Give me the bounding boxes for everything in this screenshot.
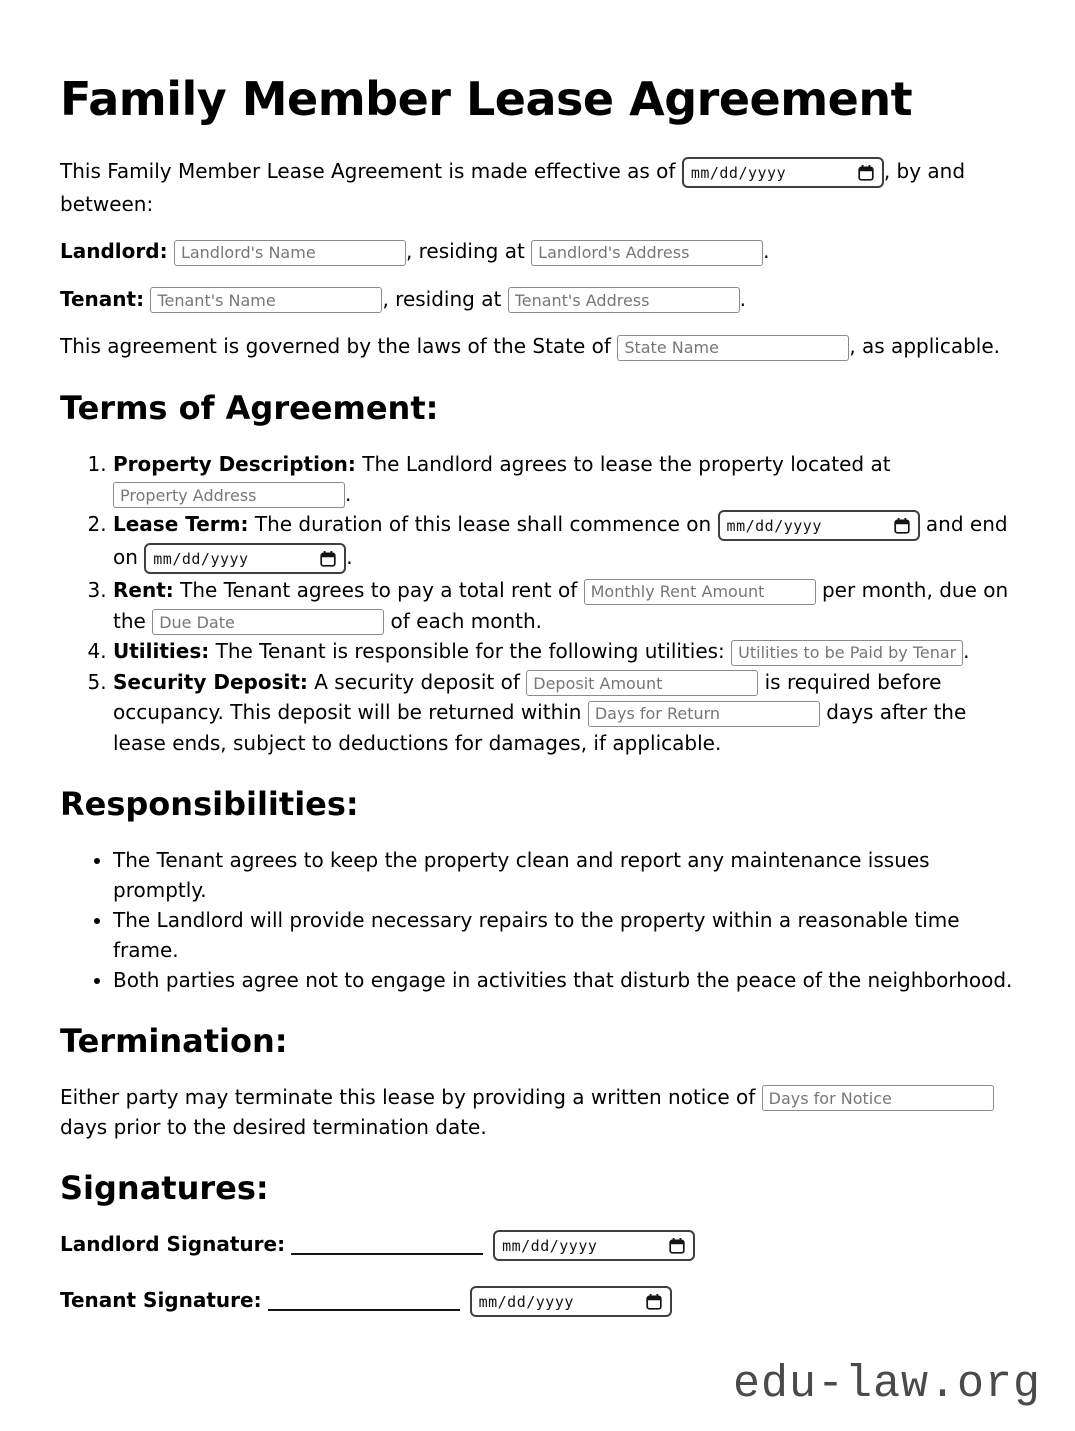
tenant-signature-line (268, 1309, 460, 1311)
term-label: Security Deposit: (113, 669, 308, 694)
landlord-middle-text: , residing at (405, 239, 525, 263)
date-placeholder-text: mm/dd/yyyy (478, 1292, 574, 1311)
due-date-input[interactable] (152, 609, 384, 635)
state-name-input[interactable] (617, 335, 849, 361)
landlord-label: Landlord: (60, 239, 168, 263)
termination-paragraph (60, 1082, 1015, 1143)
intro-text-after: , by and between: (60, 159, 966, 216)
responsibilities-list (60, 845, 1015, 995)
list-item: • The Landlord will provide necessary repairs to the property within a reasonable time frame. (113, 905, 1015, 965)
tenant-label: Tenant: (60, 286, 145, 311)
term-end-text: . (963, 639, 970, 663)
term-text: and end on (113, 512, 1008, 569)
tenant-line (60, 284, 1015, 315)
terms-heading: Terms of Agreement: (60, 388, 439, 427)
effective-date-input[interactable] (682, 157, 884, 188)
tenant-end-text: . (739, 286, 747, 311)
list-item: • The Tenant agrees to keep the property clean and report any maintenance issues promptly. (113, 845, 1015, 905)
term-text: days after the lease ends, subject to deductions for damages, if applicable. (113, 700, 967, 755)
intro-paragraph (60, 156, 1015, 219)
term-item-security-deposit (113, 667, 1015, 758)
term-item-lease-term (113, 509, 1015, 575)
date-placeholder-text: mm/dd/yyyy (690, 163, 787, 182)
landlord-signature-label: Landlord Signature: (60, 1232, 286, 1256)
property-address-input[interactable] (113, 482, 345, 508)
governing-text-after: , as applicable. (849, 334, 1000, 358)
tenant-signature-row (60, 1285, 1015, 1318)
term-text: The Tenant is responsible for the following utilities: (215, 639, 725, 663)
calendar-icon[interactable] (669, 1238, 685, 1254)
governing-law-paragraph (60, 331, 1015, 362)
days-for-return-input[interactable] (588, 701, 820, 727)
term-end-text: . (345, 481, 352, 506)
tenant-signature-label: Tenant Signature: (60, 1288, 262, 1312)
days-for-notice-input[interactable] (762, 1085, 994, 1111)
date-placeholder-text: mm/dd/yyyy (153, 549, 249, 568)
term-label: Utilities: (113, 639, 210, 663)
tenant-middle-text: , residing at (382, 286, 502, 311)
page-title: Family Member Lease Agreement (60, 72, 913, 126)
term-text: is required before occupancy. This deposit will be returned within (113, 669, 942, 724)
term-label: Lease Term: (113, 512, 249, 536)
lease-start-date-input[interactable] (718, 510, 920, 541)
date-placeholder-text: mm/dd/yyyy (726, 516, 822, 535)
watermark: edu-law.org (732, 1359, 1041, 1410)
intro-text-before: This Family Member Lease Agreement is made effective as of (60, 159, 676, 183)
term-end-text: . (346, 545, 353, 569)
termination-text-after: days prior to the desired termination date. (60, 1115, 487, 1139)
list-item: • Both parties agree not to engage in activities that disturb the peace of the neighborhood. (113, 965, 1015, 995)
calendar-icon[interactable] (894, 518, 910, 534)
deposit-amount-input[interactable] (526, 670, 758, 696)
landlord-address-input[interactable] (531, 240, 763, 266)
tenant-address-input[interactable] (508, 287, 740, 313)
calendar-icon[interactable] (320, 551, 336, 567)
calendar-icon[interactable] (858, 165, 874, 181)
landlord-signature-date-input[interactable] (493, 1230, 695, 1261)
responsibilities-heading: Responsibilities: (60, 784, 359, 823)
termination-heading: Termination: (60, 1021, 288, 1060)
terms-list (60, 449, 1015, 758)
landlord-signature-line (291, 1253, 483, 1255)
landlord-line (60, 236, 1015, 267)
landlord-signature-row (60, 1229, 1015, 1262)
termination-text-before: Either party may terminate this lease by providing a written notice of (60, 1084, 756, 1109)
calendar-icon[interactable] (646, 1294, 662, 1310)
term-text: per month, due on the (113, 578, 1009, 633)
term-label: Rent: (113, 578, 174, 602)
monthly-rent-input[interactable] (584, 579, 816, 605)
term-item-rent (113, 575, 1015, 636)
date-placeholder-text: mm/dd/yyyy (502, 1236, 598, 1255)
landlord-name-input[interactable] (174, 240, 406, 266)
term-label: Property Description: (113, 451, 356, 476)
signatures-heading: Signatures: (60, 1169, 269, 1207)
term-item-utilities (113, 636, 1015, 667)
term-item-property-description (113, 449, 1015, 510)
term-text: A security deposit of (314, 669, 520, 694)
lease-end-date-input[interactable] (144, 543, 346, 574)
tenant-signature-date-input[interactable] (470, 1286, 672, 1317)
tenant-name-input[interactable] (150, 287, 382, 313)
governing-text-before: This agreement is governed by the laws of the State of (60, 334, 611, 358)
term-text: The duration of this lease shall commence on (254, 512, 712, 536)
utilities-input[interactable] (731, 640, 963, 666)
landlord-end-text: . (763, 239, 770, 263)
term-text: The Tenant agrees to pay a total rent of (180, 578, 578, 602)
term-text: The Landlord agrees to lease the property located at (362, 451, 891, 476)
term-end-text: of each month. (390, 608, 543, 633)
